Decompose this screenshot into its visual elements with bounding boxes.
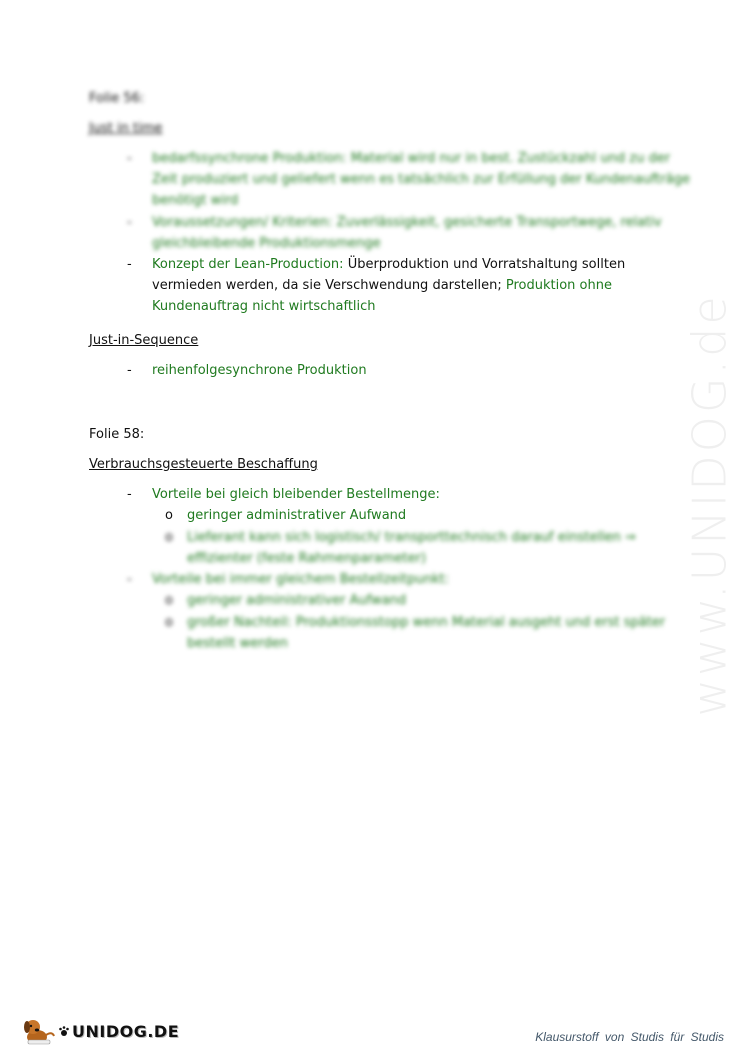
bullet-text-line: bedarfssynchrone Produktion: Material wird nur in best. Zustückzahl und zu der — [152, 151, 671, 166]
folie-58-label: Folie 58: — [89, 427, 145, 442]
lean-production-text: Überproduktion und Vorratshaltung sollten — [343, 257, 626, 272]
sub-bullet-text: großer Nachteil: Produktionsstopp wenn Material ausgeht und erst später — [187, 615, 666, 630]
bullet-text-line: gleichbleibende Produktionsmenge — [152, 236, 381, 251]
bullet-text-line: Zeit produziert und geliefert wenn es tatsächlich zur Erfüllung der Kundenaufträge — [152, 172, 690, 187]
watermark — [660, 270, 750, 740]
bullet-text-line: Vorteile bei gleich bleibender Bestellmenge: — [152, 487, 440, 502]
lean-production-text: vermieden werden, da sie Verschwendung darstellen; — [152, 278, 506, 293]
sub-bullet-text: geringer administrativer Aufwand — [187, 508, 407, 523]
unidog-brand-text: UNIDOG.DE — [72, 1021, 180, 1041]
bullet-dash: - — [127, 151, 132, 166]
sequence-bullet-text: reihenfolgesynchrone Produktion — [152, 363, 367, 378]
bullet-text-line: Vorteile bei immer gleichem Bestellzeitpunkt: — [152, 572, 449, 587]
paw-icon — [58, 1025, 70, 1037]
sub-bullet-text: Lieferant kann sich logistisch/ transporttechnisch darauf einstellen ⇒ — [187, 530, 636, 545]
just-in-time-heading: Just in time — [89, 121, 163, 136]
bullet-dash: - — [127, 572, 132, 587]
bullet-text-line: benötigt wird — [152, 193, 239, 208]
lean-production-green: Produktion ohne — [505, 278, 612, 293]
unidog-logo[interactable] — [22, 1015, 179, 1047]
dog-mascot-icon — [22, 1015, 56, 1047]
sub-bullet-text: effizienter (feste Rahmenparameter) — [187, 551, 427, 566]
folie-56-label: Folie 56: — [89, 91, 145, 106]
bullet-dash: - — [127, 363, 132, 378]
lean-production-line-1 — [152, 256, 625, 274]
sub-bullet-circle: o — [165, 593, 173, 608]
lean-production-line-2 — [152, 277, 612, 295]
just-in-sequence-heading: Just-in-Sequence — [89, 333, 199, 348]
sub-bullet-circle: o — [165, 615, 173, 630]
lean-production-label: Konzept der Lean-Production: — [152, 257, 344, 272]
bullet-dash: - — [127, 257, 132, 272]
bullet-dash: - — [127, 215, 132, 230]
bullet-text-line: Voraussetzungen/ Kriterien: Zuverlässigkeit, gesicherte Transportwege, relativ — [152, 215, 662, 230]
sub-bullet-circle: o — [165, 530, 173, 545]
sub-bullet-circle: o — [165, 508, 173, 523]
watermark-text: www.UNIDOG.de — [683, 293, 737, 717]
lean-production-line-3: Kundenauftrag nicht wirtschaftlich — [152, 299, 376, 314]
verbrauchsgesteuerte-heading: Verbrauchsgesteuerte Beschaffung — [89, 457, 318, 472]
sub-bullet-text: geringer administrativer Aufwand — [187, 593, 407, 608]
bullet-dash: - — [127, 487, 132, 502]
footer-tagline: Klausurstoff von Studis für Studis — [535, 1030, 724, 1044]
sub-bullet-text: bestellt werden — [187, 636, 288, 651]
